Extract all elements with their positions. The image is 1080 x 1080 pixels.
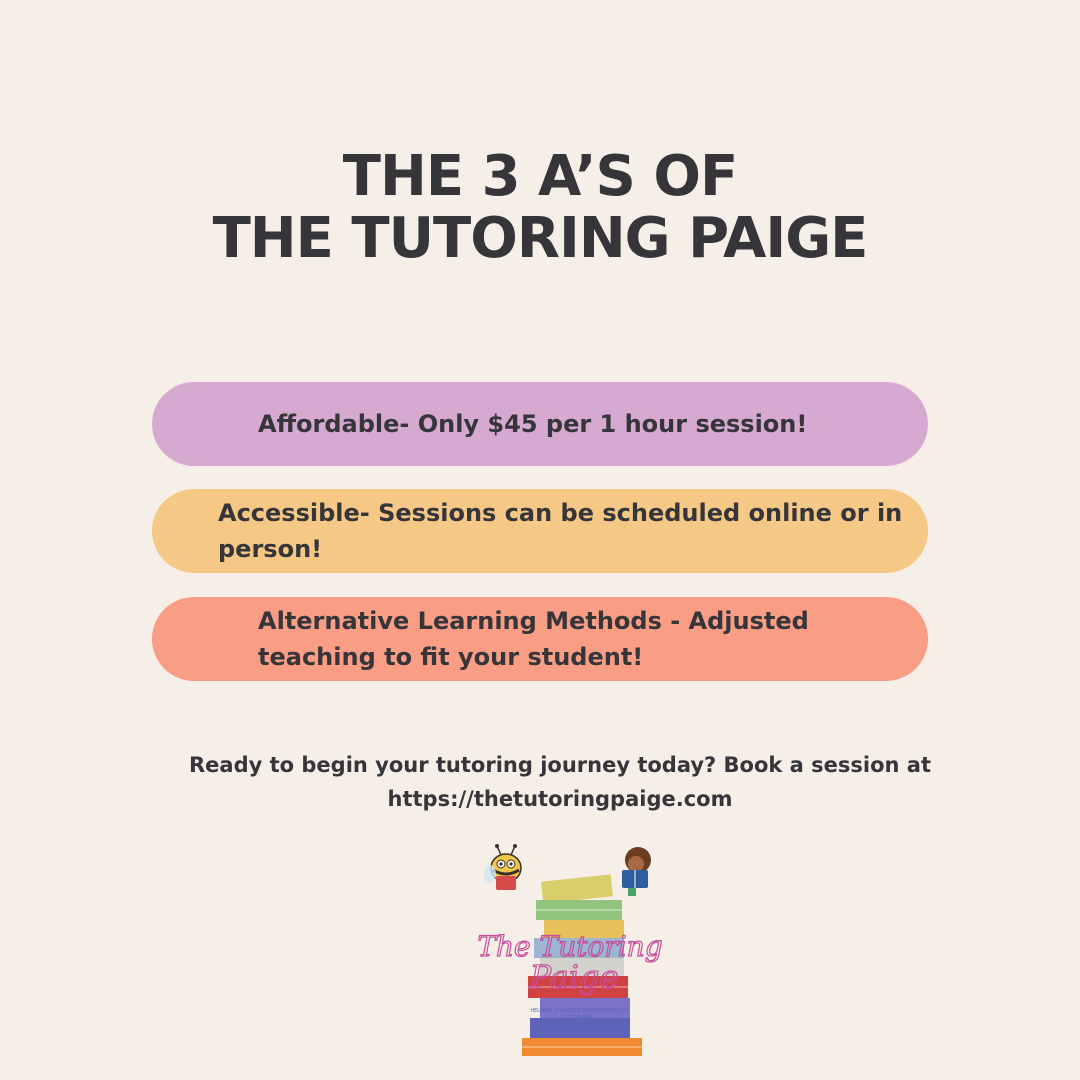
svg-text:Paige: Paige <box>529 958 619 996</box>
title-line-2: THE TUTORING PAIGE <box>212 206 868 271</box>
alternative-learning-text: Alternative Learning Methods - Adjusted teaching to fit your student! <box>258 607 809 671</box>
affordable-text: Affordable- Only $45 per 1 hour session! <box>258 410 808 438</box>
tutoring-paige-logo <box>470 838 670 1058</box>
svg-text:The Tutoring: The Tutoring <box>477 930 663 963</box>
accessible-pill <box>152 489 928 573</box>
logo-books-icon <box>470 838 670 1058</box>
reading-child-icon <box>622 847 651 896</box>
cta-line-1: Ready to begin your tutoring journey today? Book a session at <box>189 753 931 777</box>
svg-text:POTENTIAL: POTENTIAL <box>566 1015 594 1021</box>
page-title <box>0 146 1080 270</box>
title-line-1: THE 3 A’S OF <box>342 144 738 209</box>
call-to-action <box>140 748 980 816</box>
accessible-text: Accessible- Sessions can be scheduled online or in person! <box>218 499 903 563</box>
svg-text:HELPING STUDENTS REACH THEIR F: HELPING STUDENTS REACH THEIR FULL <box>530 1008 630 1014</box>
affordable-pill <box>152 382 928 466</box>
alternative-learning-pill <box>152 597 928 681</box>
cta-url[interactable]: https://thetutoringpaige.com <box>387 787 733 811</box>
bee-icon <box>484 844 521 890</box>
